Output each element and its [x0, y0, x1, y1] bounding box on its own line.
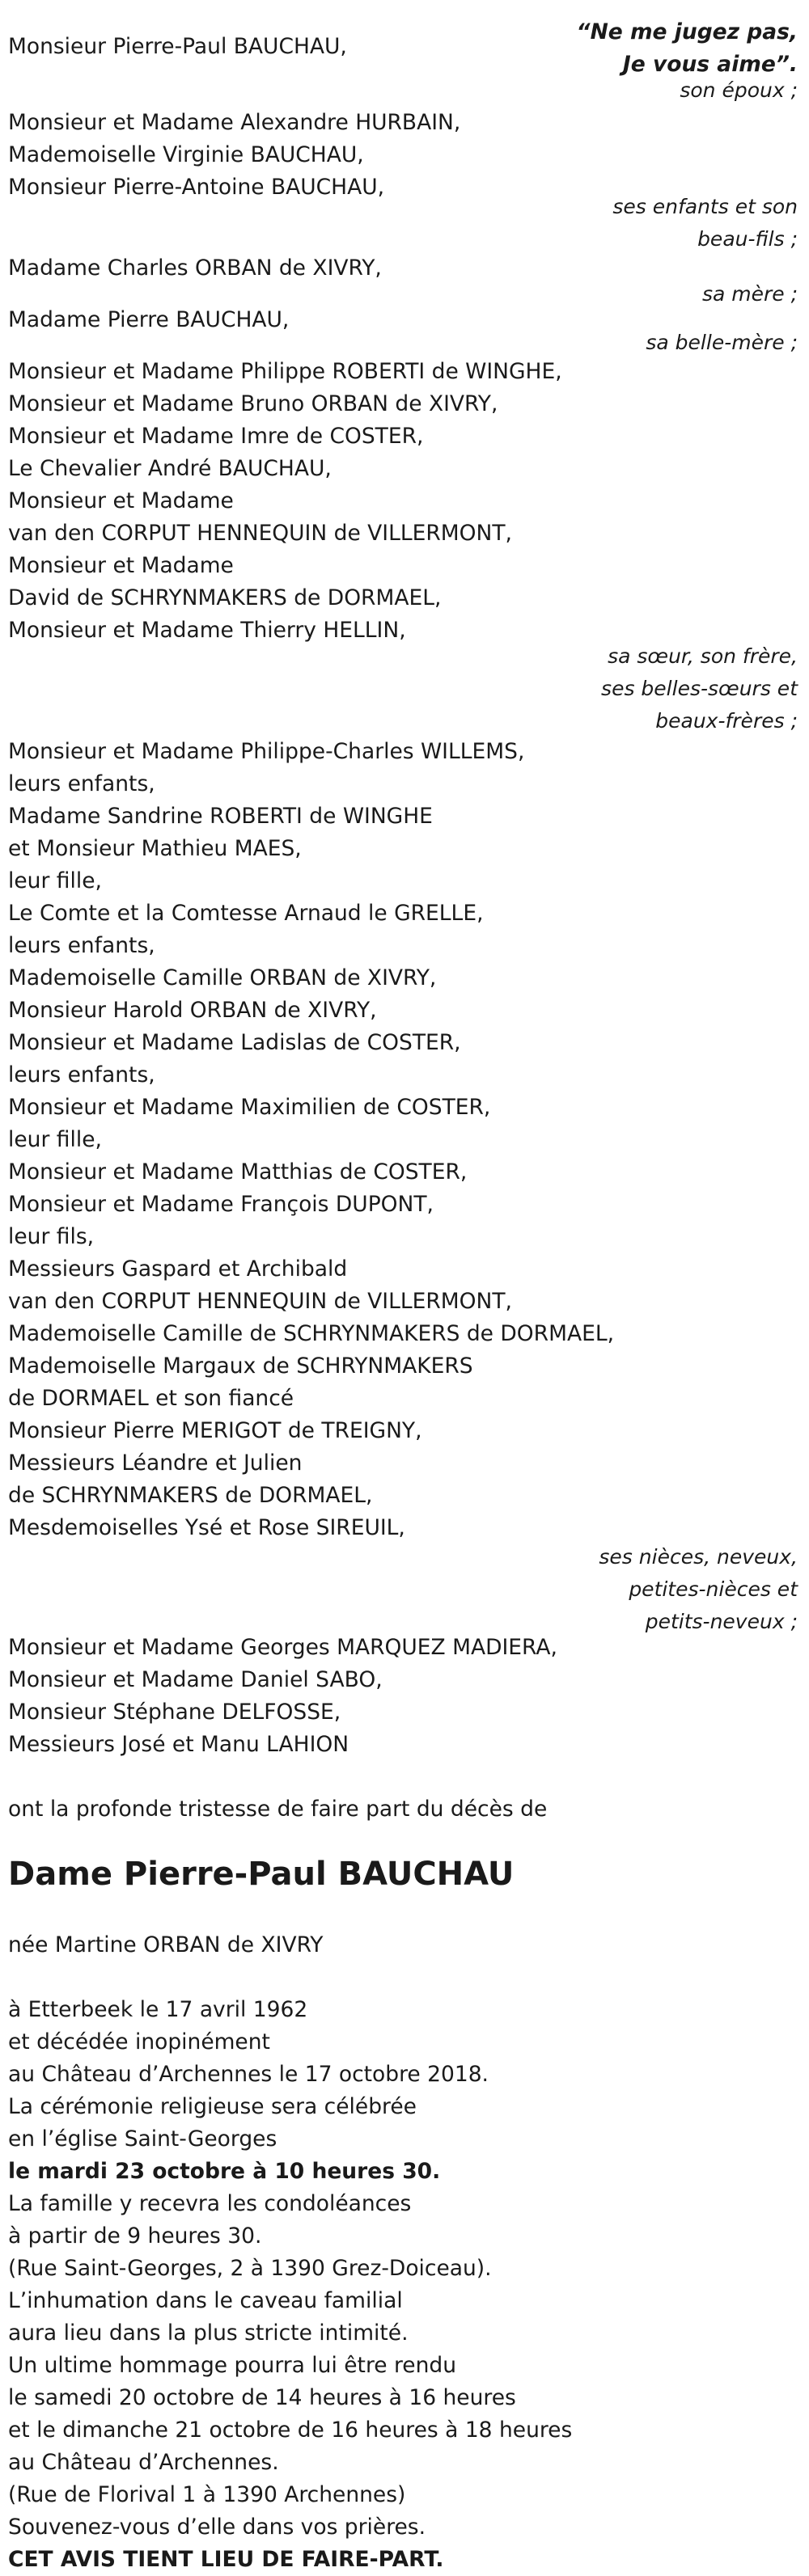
family-name-line: Le Comte et la Comtesse Arnaud le GRELLE,	[8, 901, 484, 926]
family-name-line: Monsieur et Madame Philippe-Charles WILLEMS,	[8, 739, 525, 764]
family-name-line: de DORMAEL et son fiancé	[8, 1386, 294, 1411]
relation-caption: ses belles-sœurs et	[601, 677, 798, 700]
family-name-line: Monsieur et Madame François DUPONT,	[8, 1192, 434, 1217]
detail-line: aura lieu dans la plus stricte intimité.	[8, 2321, 409, 2346]
family-name-line: van den CORPUT HENNEQUIN de VILLERMONT,	[8, 521, 512, 546]
family-name-line: Messieurs José et Manu LAHION	[8, 1732, 349, 1757]
detail-line: Un ultime hommage pourra lui être rendu	[8, 2353, 457, 2378]
family-name-line: Mesdemoiselles Ysé et Rose SIREUIL,	[8, 1515, 405, 1540]
detail-line: le samedi 20 octobre de 14 heures à 16 heures	[8, 2385, 516, 2410]
family-name-line: Monsieur et Madame Daniel SABO,	[8, 1667, 383, 1692]
family-name-line: Le Chevalier André BAUCHAU,	[8, 456, 332, 481]
family-name-line: Monsieur Harold ORBAN de XIVRY,	[8, 998, 377, 1023]
family-name-line: leurs enfants,	[8, 1062, 155, 1087]
family-name-line: Mademoiselle Virginie BAUCHAU,	[8, 142, 364, 167]
detail-line: au Château d’Archennes.	[8, 2450, 279, 2475]
family-name-line: Monsieur et Madame Thierry HELLIN,	[8, 618, 406, 643]
detail-line: à partir de 9 heures 30.	[8, 2223, 262, 2249]
family-name-line: leur fille,	[8, 868, 102, 893]
detail-line: (Rue Saint-Georges, 2 à 1390 Grez-Doiceau).	[8, 2256, 492, 2281]
detail-line: le mardi 23 octobre à 10 heures 30.	[8, 2159, 441, 2184]
family-name-line: Monsieur et Madame Imre de COSTER,	[8, 424, 424, 449]
deceased-name: Dame Pierre-Paul BAUCHAU	[8, 1856, 515, 1893]
quote-line: Je vous aime”.	[622, 52, 798, 77]
family-name-line: leurs enfants,	[8, 771, 155, 796]
detail-line: CET AVIS TIENT LIEU DE FAIRE-PART.	[8, 2547, 444, 2572]
family-name-line: Messieurs Gaspard et Archibald	[8, 1256, 348, 1282]
family-name-line: Monsieur et Madame Alexandre HURBAIN,	[8, 110, 461, 135]
family-name-line: Mademoiselle Margaux de SCHRYNMAKERS	[8, 1353, 473, 1379]
family-name-line: Monsieur et Madame Bruno ORBAN de XIVRY,	[8, 391, 498, 416]
family-name-line: Madame Pierre BAUCHAU,	[8, 307, 290, 332]
detail-line: (Rue de Florival 1 à 1390 Archennes)	[8, 2482, 406, 2507]
detail-line: au Château d’Archennes le 17 octobre 2018.	[8, 2062, 489, 2087]
family-name-line: Monsieur Pierre-Antoine BAUCHAU,	[8, 175, 385, 200]
family-name-line: leurs enfants,	[8, 933, 155, 958]
family-name-line: Monsieur Pierre MERIGOT de TREIGNY,	[8, 1418, 422, 1443]
detail-line: La cérémonie religieuse sera célébrée	[8, 2094, 417, 2119]
detail-line: à Etterbeek le 17 avril 1962	[8, 1997, 308, 2022]
detail-line: et le dimanche 21 octobre de 16 heures à 18 heures	[8, 2418, 573, 2443]
family-name-line: Monsieur et Madame Maximilien de COSTER,	[8, 1095, 491, 1120]
relation-caption: sa sœur, son frère,	[608, 644, 798, 668]
relation-caption: son époux ;	[680, 78, 798, 102]
relation-caption: sa belle-mère ;	[646, 331, 798, 354]
detail-line: et décédée inopinément	[8, 2029, 270, 2054]
relation-caption: ses enfants et son	[612, 195, 798, 218]
family-name-line: Messieurs Léandre et Julien	[8, 1451, 303, 1476]
family-name-line: Monsieur et Madame	[8, 553, 234, 578]
family-name-line: Monsieur et Madame Ladislas de COSTER,	[8, 1030, 461, 1055]
relation-caption: petites-nièces et	[629, 1577, 798, 1601]
family-name-line: leur fille,	[8, 1127, 102, 1152]
relation-caption: petits-neveux ;	[645, 1610, 798, 1633]
announcement-text: ont la profonde tristesse de faire part du décès de	[8, 1797, 548, 1822]
family-name-line: de SCHRYNMAKERS de DORMAEL,	[8, 1483, 373, 1508]
relation-caption: sa mère ;	[701, 282, 798, 306]
family-name-line: van den CORPUT HENNEQUIN de VILLERMONT,	[8, 1289, 512, 1314]
family-name-line: David de SCHRYNMAKERS de DORMAEL,	[8, 585, 442, 610]
detail-line: en l’église Saint-Georges	[8, 2126, 277, 2152]
relation-caption: ses nièces, neveux,	[599, 1545, 798, 1569]
birth-name: née Martine ORBAN de XIVRY	[8, 1932, 324, 1957]
relation-caption: beaux-frères ;	[655, 709, 798, 733]
relation-caption: beau-fils ;	[697, 227, 798, 251]
family-name-line: et Monsieur Mathieu MAES,	[8, 836, 302, 861]
detail-line: La famille y recevra les condoléances	[8, 2191, 412, 2216]
detail-line: Souvenez-vous d’elle dans vos prières.	[8, 2515, 426, 2540]
family-name-line: Madame Charles ORBAN de XIVRY,	[8, 255, 382, 281]
family-name-line: Mademoiselle Camille de SCHRYNMAKERS de DORMAEL,	[8, 1321, 615, 1346]
quote-line: “Ne me jugez pas,	[576, 19, 798, 44]
family-name-line: Monsieur Pierre-Paul BAUCHAU,	[8, 34, 347, 59]
family-name-line: Monsieur et Madame Matthias de COSTER,	[8, 1159, 468, 1185]
family-name-line: Monsieur et Madame Georges MARQUEZ MADIERA,	[8, 1635, 557, 1660]
family-name-line: Madame Sandrine ROBERTI de WINGHE	[8, 804, 433, 829]
family-name-line: Mademoiselle Camille ORBAN de XIVRY,	[8, 965, 437, 990]
family-name-line: Monsieur Stéphane DELFOSSE,	[8, 1700, 341, 1725]
family-name-line: leur fils,	[8, 1224, 95, 1249]
detail-line: L’inhumation dans le caveau familial	[8, 2288, 403, 2313]
family-name-line: Monsieur et Madame	[8, 488, 234, 513]
family-name-line: Monsieur et Madame Philippe ROBERTI de WINGHE,	[8, 359, 562, 384]
